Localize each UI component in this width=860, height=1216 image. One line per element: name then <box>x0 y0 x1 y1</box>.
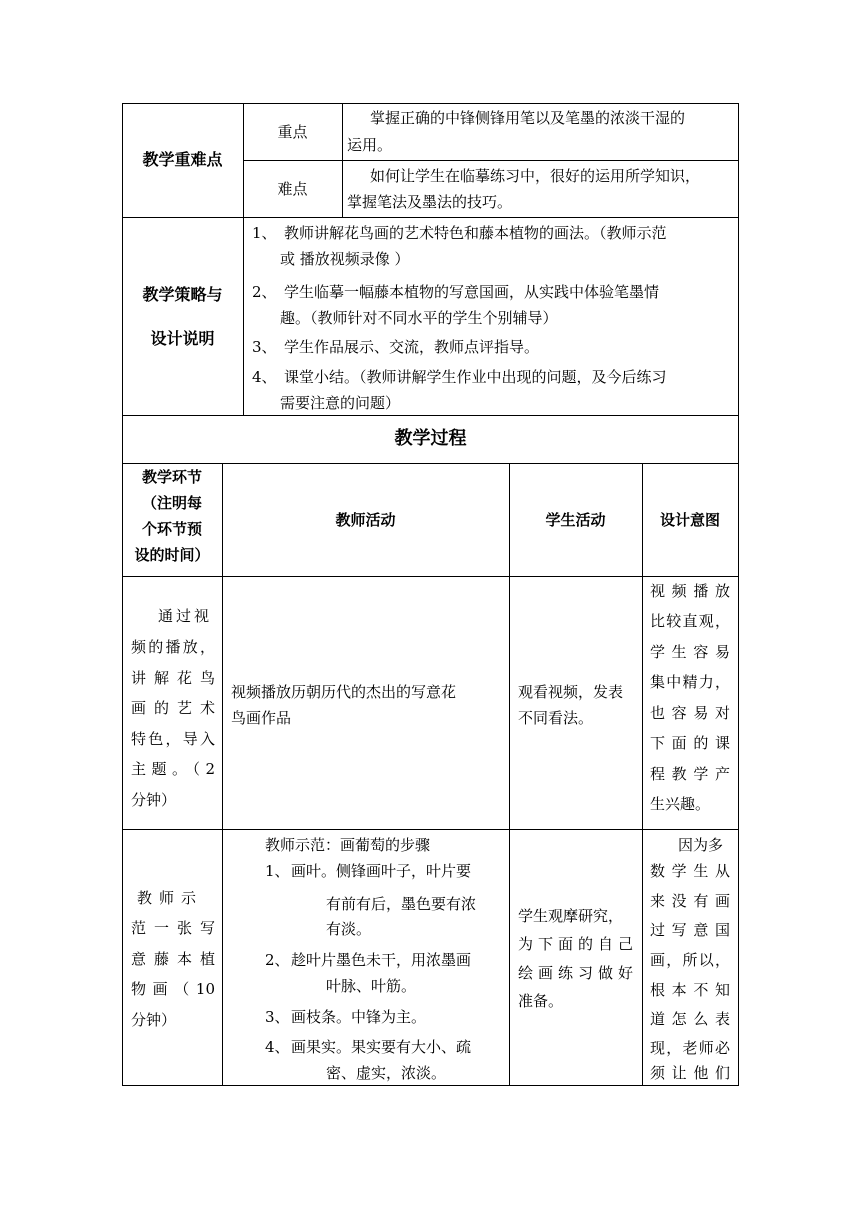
header-stage-line1: 教学环节 <box>141 468 202 486</box>
step-1-num: 1、 <box>265 862 290 880</box>
row2-stage-line2: 范一张写 <box>131 919 215 937</box>
step-1-line1: 画叶。侧锋画叶子，叶片要 <box>291 862 472 880</box>
row2-stage-line5: 分钟） <box>131 1011 177 1029</box>
row2-student-line3: 绘画练习做好 <box>518 964 633 982</box>
row2-stage-line3: 意藤本植 <box>131 950 215 968</box>
row2-intent-line4: 过写意国 <box>650 921 730 939</box>
row2-intent-line3: 来没有画 <box>650 892 730 910</box>
step-2-line2: 叶脉、叶筋。 <box>326 977 417 995</box>
key-point-text-line2: 运用。 <box>347 136 393 154</box>
row2-student-line4: 准备。 <box>518 992 564 1010</box>
strategy-item-1-num: 1、 <box>252 224 277 242</box>
strategy-item-3-line1: 学生作品展示、交流，教师点评指导。 <box>284 338 540 356</box>
row1-stage-line2: 频的播放， <box>131 638 215 656</box>
step-3-num: 3、 <box>265 1008 290 1026</box>
step-1-line2: 有前有后，墨色要有浓 <box>326 895 477 913</box>
strategy-heading-line1: 教学策略与 <box>142 285 223 304</box>
header-stage-line4: 设的时间） <box>134 546 210 564</box>
strategy-item-3-num: 3、 <box>252 338 277 356</box>
row1-student-line1: 观看视频，发表 <box>518 683 624 701</box>
row1-student-line2: 不同看法。 <box>518 709 594 727</box>
step-2-num: 2、 <box>265 951 290 969</box>
process-title: 教学过程 <box>394 428 467 449</box>
strategy-item-4-line2: 需要注意的问题） <box>280 394 401 412</box>
hard-point-text-line2: 掌握笔法及墨法的技巧。 <box>347 193 513 211</box>
step-3-line1: 画枝条。中锋为主。 <box>291 1008 427 1026</box>
row2-intent-line2: 数学生从 <box>650 862 730 880</box>
header-stage-line3: 个环节预 <box>141 520 202 538</box>
row1-stage-line7: 分钟） <box>131 791 177 809</box>
row2-stage-line1: 教师示 <box>137 889 204 907</box>
row2-student-line2: 为下面的自己 <box>518 935 633 953</box>
strategy-item-1-line1: 教师讲解花鸟画的艺术特色和藤本植物的画法。（教师示范 <box>284 224 667 242</box>
strategy-item-2-num: 2、 <box>252 283 277 301</box>
row1-teacher-line1: 视频播放历朝历代的杰出的写意花 <box>231 683 457 701</box>
row1-intent-line6: 下面的课 <box>650 734 730 752</box>
header-intent: 设计意图 <box>659 511 720 529</box>
row2-intent-line7: 道怎么表 <box>650 1010 730 1028</box>
row2-intent-line9: 须让他们 <box>650 1064 730 1082</box>
row1-intent-line8: 生兴趣。 <box>650 795 711 813</box>
hard-point-label: 难点 <box>277 180 308 198</box>
row1-stage-line6: 主题。（2 <box>131 760 215 778</box>
header-student: 学生活动 <box>545 511 606 529</box>
row1-stage-line5: 特色，导入 <box>131 730 215 748</box>
hard-point-text-line1: 如何让学生在临摹练习中，很好的运用所学知识， <box>370 167 701 185</box>
step-4-line2: 密、虚实，浓淡。 <box>326 1064 447 1082</box>
row2-intent-line1: 因为多 <box>678 836 724 854</box>
row2-stage-line4: 物画（10 <box>131 980 215 998</box>
row1-intent-line7: 程教学产 <box>650 765 730 783</box>
strategy-item-2-line2: 趣。（教师针对不同水平的学生个别辅导） <box>280 309 558 327</box>
row1-intent-line5: 也容易对 <box>650 704 730 722</box>
row1-stage-line3: 讲解花鸟 <box>131 669 215 687</box>
row1-intent-line3: 学生容易 <box>650 643 730 661</box>
step-2-line1: 趁叶片墨色未干，用浓墨画 <box>291 951 472 969</box>
step-4-line1: 画果实。果实要有大小、疏 <box>291 1038 472 1056</box>
strategy-item-1-line2: 或 播放视频录像 ） <box>280 250 410 268</box>
row1-intent-line1: 视频播放 <box>650 582 730 600</box>
header-teacher: 教师活动 <box>335 511 396 529</box>
row1-stage-line4: 画的艺术 <box>131 699 215 717</box>
step-4-num: 4、 <box>265 1038 290 1056</box>
row1-intent-line2: 比较直观， <box>650 612 730 630</box>
row1-stage-line1: 通过视 <box>158 607 213 625</box>
key-point-label: 重点 <box>277 123 308 141</box>
row2-teacher-title: 教师示范：画葡萄的步骤 <box>265 836 431 854</box>
difficulty-heading: 教学重难点 <box>142 150 223 169</box>
step-1-line3: 有淡。 <box>326 920 372 938</box>
key-point-text-line1: 掌握正确的中锋侧锋用笔以及笔墨的浓淡干湿的 <box>370 109 686 127</box>
strategy-item-4-num: 4、 <box>252 368 277 386</box>
row2-intent-line5: 画，所以， <box>650 951 730 969</box>
row2-intent-line6: 根本不知 <box>650 981 730 999</box>
strategy-item-4-line1: 课堂小结。（教师讲解学生作业中出现的问题，及今后练习 <box>284 368 667 386</box>
row2-student-line1: 学生观摩研究， <box>518 907 624 925</box>
row2-intent-line8: 现，老师必 <box>650 1039 730 1057</box>
strategy-item-2-line1: 学生临摹一幅藤本植物的写意国画，从实践中体验笔墨情 <box>284 283 660 301</box>
strategy-heading-line2: 设计说明 <box>150 329 215 348</box>
row1-teacher-line2: 鸟画作品 <box>231 709 292 727</box>
row1-intent-line4: 集中精力， <box>650 673 730 691</box>
header-stage-line2: （注明每 <box>141 494 202 512</box>
